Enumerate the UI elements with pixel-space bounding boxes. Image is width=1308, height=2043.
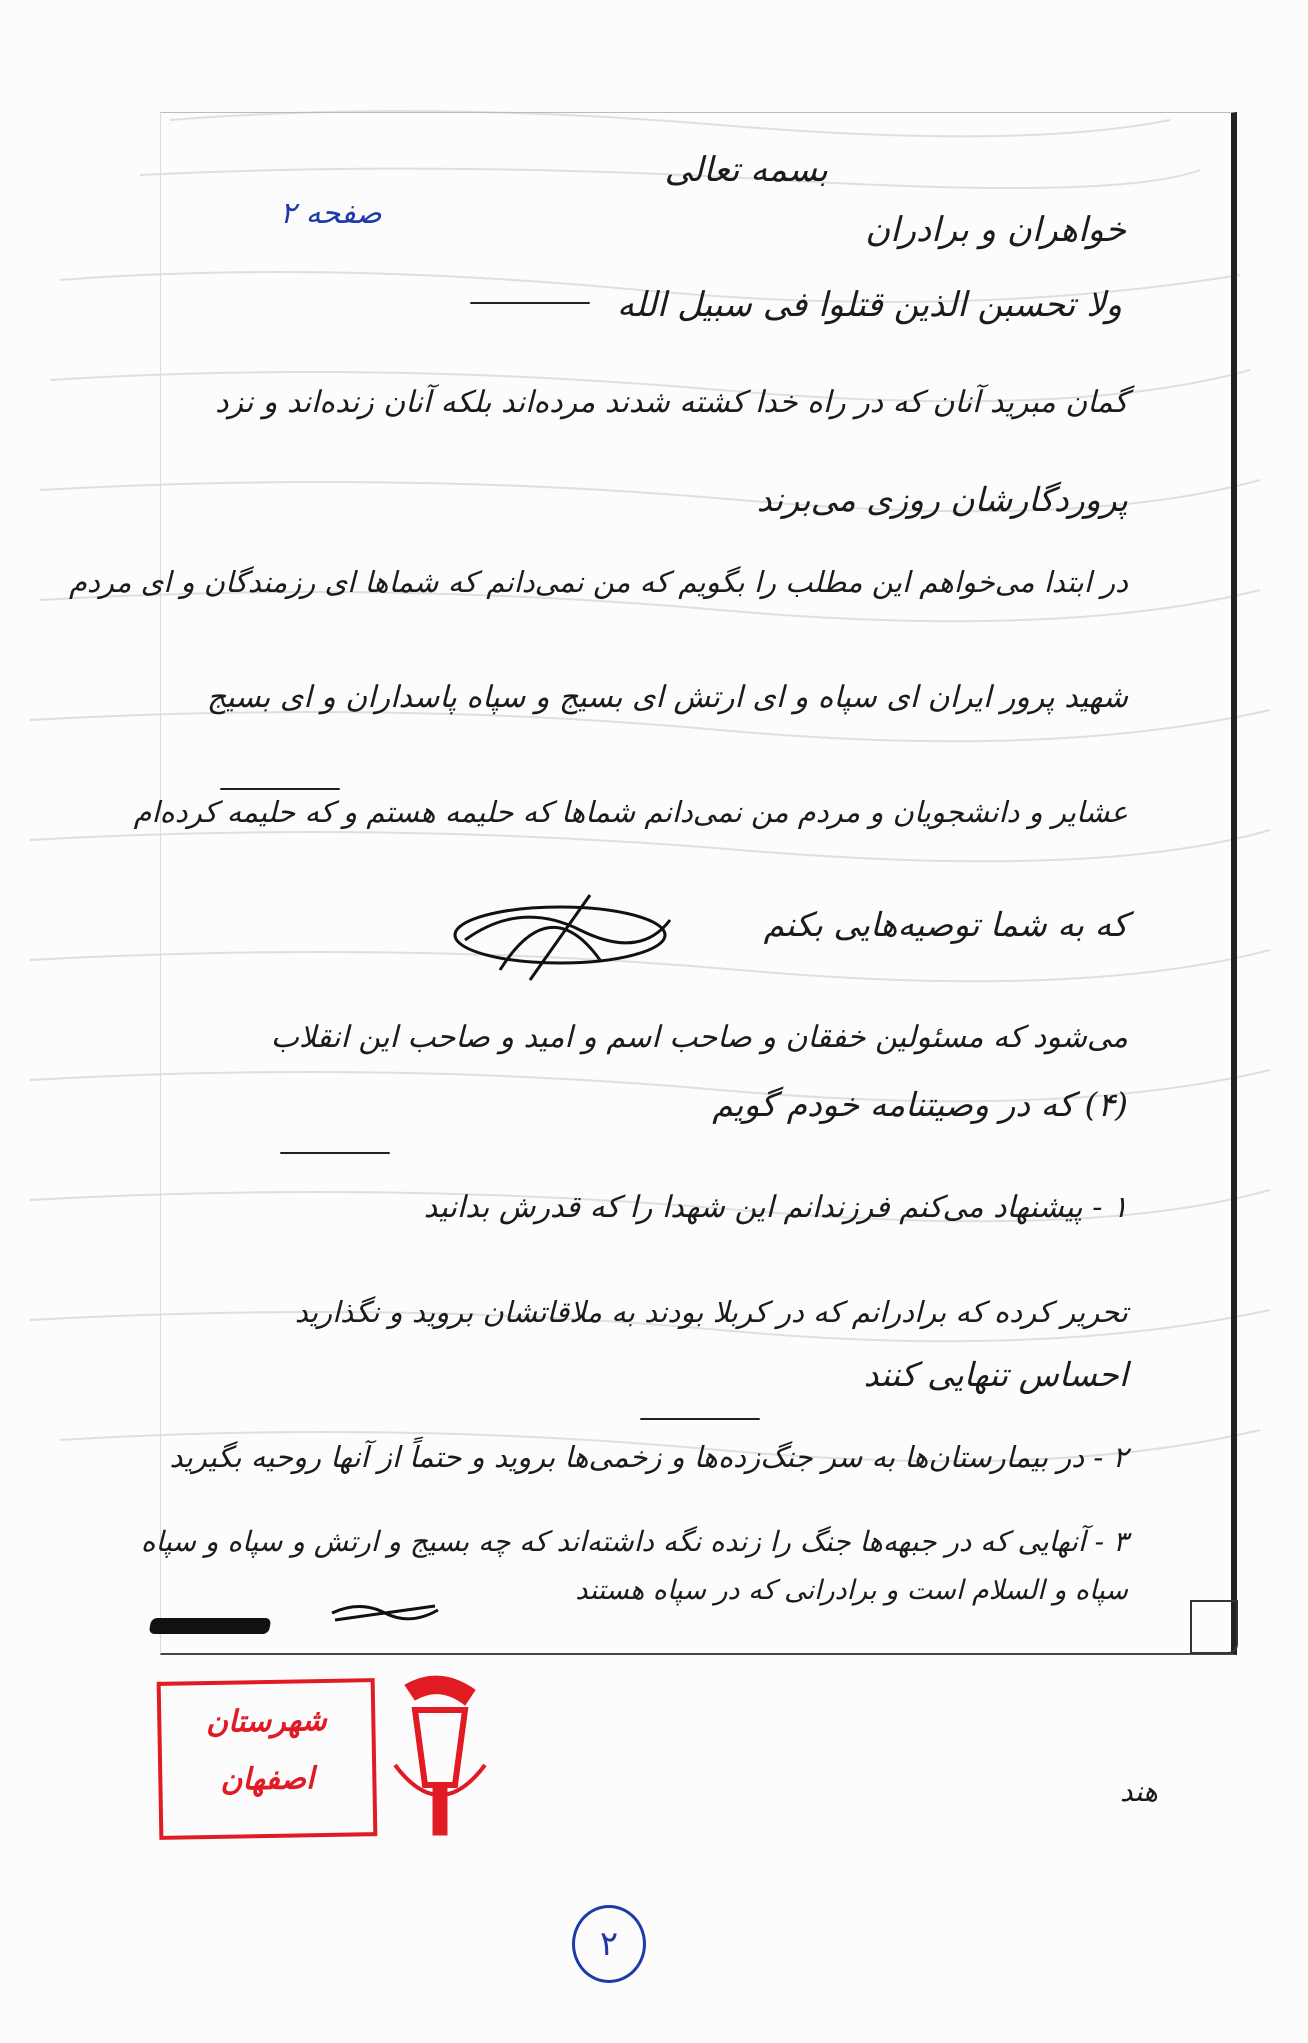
text-line-1: گمان مبرید آنان که در راه خدا کشته شدند مرده‌اند بلکه آنان زنده‌اند و نزد bbox=[215, 385, 1128, 420]
paper-frame bbox=[160, 112, 1237, 1655]
ink-blot bbox=[149, 1618, 272, 1634]
text-line-4: شهید پرور ایران ای سپاه و ای ارتش ای بسیج و سپاه پاسداران و ای بسیج bbox=[206, 680, 1128, 715]
overline-mark bbox=[220, 788, 340, 790]
text-line-14: سپاه و السلام است و برادرانی که در سپاه هستند bbox=[575, 1575, 1128, 1606]
text-line-11: احساس تنهایی کنند bbox=[863, 1355, 1128, 1394]
city-stamp bbox=[157, 1678, 378, 1840]
stamp-city-name: اصفهان bbox=[220, 1761, 315, 1798]
invocation-line: بسمه تعالی bbox=[664, 150, 828, 190]
text-line-6: که به شما توصیه‌هایی بکنم bbox=[763, 905, 1128, 944]
page-label: صفحه ۲ bbox=[280, 196, 382, 231]
text-line-7: می‌شود که مسئولین خفقان و صاحب اسم و امید و صاحب این انقلاب bbox=[270, 1020, 1128, 1055]
crossed-out-mark bbox=[330, 1598, 440, 1628]
martyr-foundation-emblem bbox=[385, 1665, 495, 1845]
quran-verse-line: ولا تحسبن الذین قتلوا فی سبیل الله bbox=[617, 285, 1122, 325]
text-line-12: ۲ - در بیمارستان‌ها به سر جنگ‌زده‌ها و زخمی‌ها بروید و حتماً از آنها روحیه بگیرید bbox=[169, 1440, 1128, 1474]
page-number: ۲ bbox=[572, 1905, 646, 1983]
footer-word: هند bbox=[1120, 1775, 1158, 1808]
overline-mark bbox=[640, 1418, 760, 1420]
salutation-line: خواهران و برادران bbox=[865, 210, 1126, 250]
text-line-3: در ابتدا می‌خواهم این مطلب را بگویم که من نمی‌دانم که شماها ای رزمندگان و ای مردم bbox=[68, 565, 1128, 599]
text-line-13: ۳ - آنهایی که در جبهه‌ها جنگ را زنده نگه داشته‌اند که چه بسیج و ارتش و سپاه و سپاه bbox=[140, 1525, 1128, 1558]
signature bbox=[440, 880, 680, 990]
text-line-2: پروردگارشان روزی می‌برند bbox=[756, 480, 1128, 519]
stamp-city-label: شهرستان bbox=[205, 1702, 328, 1741]
overline-mark bbox=[470, 302, 590, 304]
overline-mark bbox=[280, 1152, 390, 1154]
text-line-9: ۱ - پیشنهاد می‌کنم فرزندانم این شهدا را که قدرش بدانید bbox=[423, 1190, 1128, 1225]
text-line-8: (۴) که در وصیتنامه خودم گویم bbox=[712, 1085, 1128, 1124]
text-line-5: عشایر و دانشجویان و مردم من نمی‌دانم شماها که حلیمه هستم و که حلیمه کرده‌ام bbox=[133, 795, 1128, 829]
text-line-10: تحریر کرده که برادرانم که در کربلا بودند به ملاقاتشان بروید و نگذارید bbox=[294, 1295, 1128, 1329]
frame-corner bbox=[1190, 1600, 1238, 1654]
